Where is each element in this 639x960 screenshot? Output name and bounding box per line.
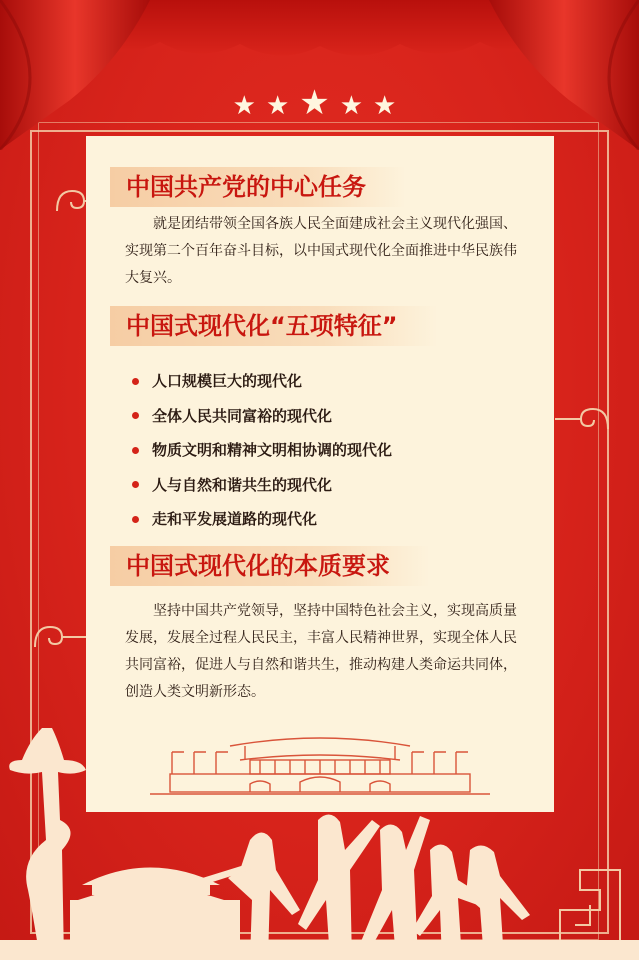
star-icon: ★	[299, 83, 340, 123]
bullet-icon	[132, 481, 139, 488]
feature-list	[132, 364, 392, 537]
stars-row	[0, 83, 639, 123]
list-item: 全体人民共同富裕的现代化	[132, 399, 392, 434]
section-body-central-task: 就是团结带领全国各族人民全面建成社会主义现代化强国、实现第二个百年奋斗目标，以中国式现代化全面推进中华民族伟大复兴。	[125, 216, 517, 286]
section-title-essential-requirements: 中国式现代化的本质要求	[110, 546, 430, 586]
soldiers-silhouette-icon	[196, 814, 530, 960]
cloud-swirl-icon	[30, 622, 90, 652]
list-item: 走和平发展道路的现代化	[132, 502, 392, 537]
section-title-central-task: 中国共产党的中心任务	[110, 167, 406, 207]
list-item: 人口规模巨大的现代化	[132, 364, 392, 399]
bottom-silhouette-art	[0, 700, 639, 960]
star-icon: ★	[232, 91, 266, 121]
red-curtain	[0, 0, 639, 150]
section-title-five-features: 中国式现代化“五项特征”	[110, 306, 438, 346]
star-icon: ★	[265, 91, 300, 121]
bullet-icon	[132, 447, 139, 454]
fret-pattern-icon	[560, 870, 620, 940]
star-icon: ★	[373, 91, 407, 121]
cloud-swirl-icon	[553, 404, 613, 434]
star-icon: ★	[339, 91, 374, 121]
list-item: 物质文明和精神文明相协调的现代化	[132, 433, 392, 468]
list-item: 人与自然和谐共生的现代化	[132, 468, 392, 503]
bullet-icon	[132, 516, 139, 523]
bullet-icon	[132, 378, 139, 385]
bullet-icon	[132, 412, 139, 419]
section-body-essential-requirements: 坚持中国共产党领导，坚持中国特色社会主义，实现高质量发展，发展全过程人民民主，丰富人民精神世界，实现全体人民共同富裕，促进人与自然和谐共生，推动构建人类命运共同体，创造人类文明新形态。	[125, 603, 517, 700]
